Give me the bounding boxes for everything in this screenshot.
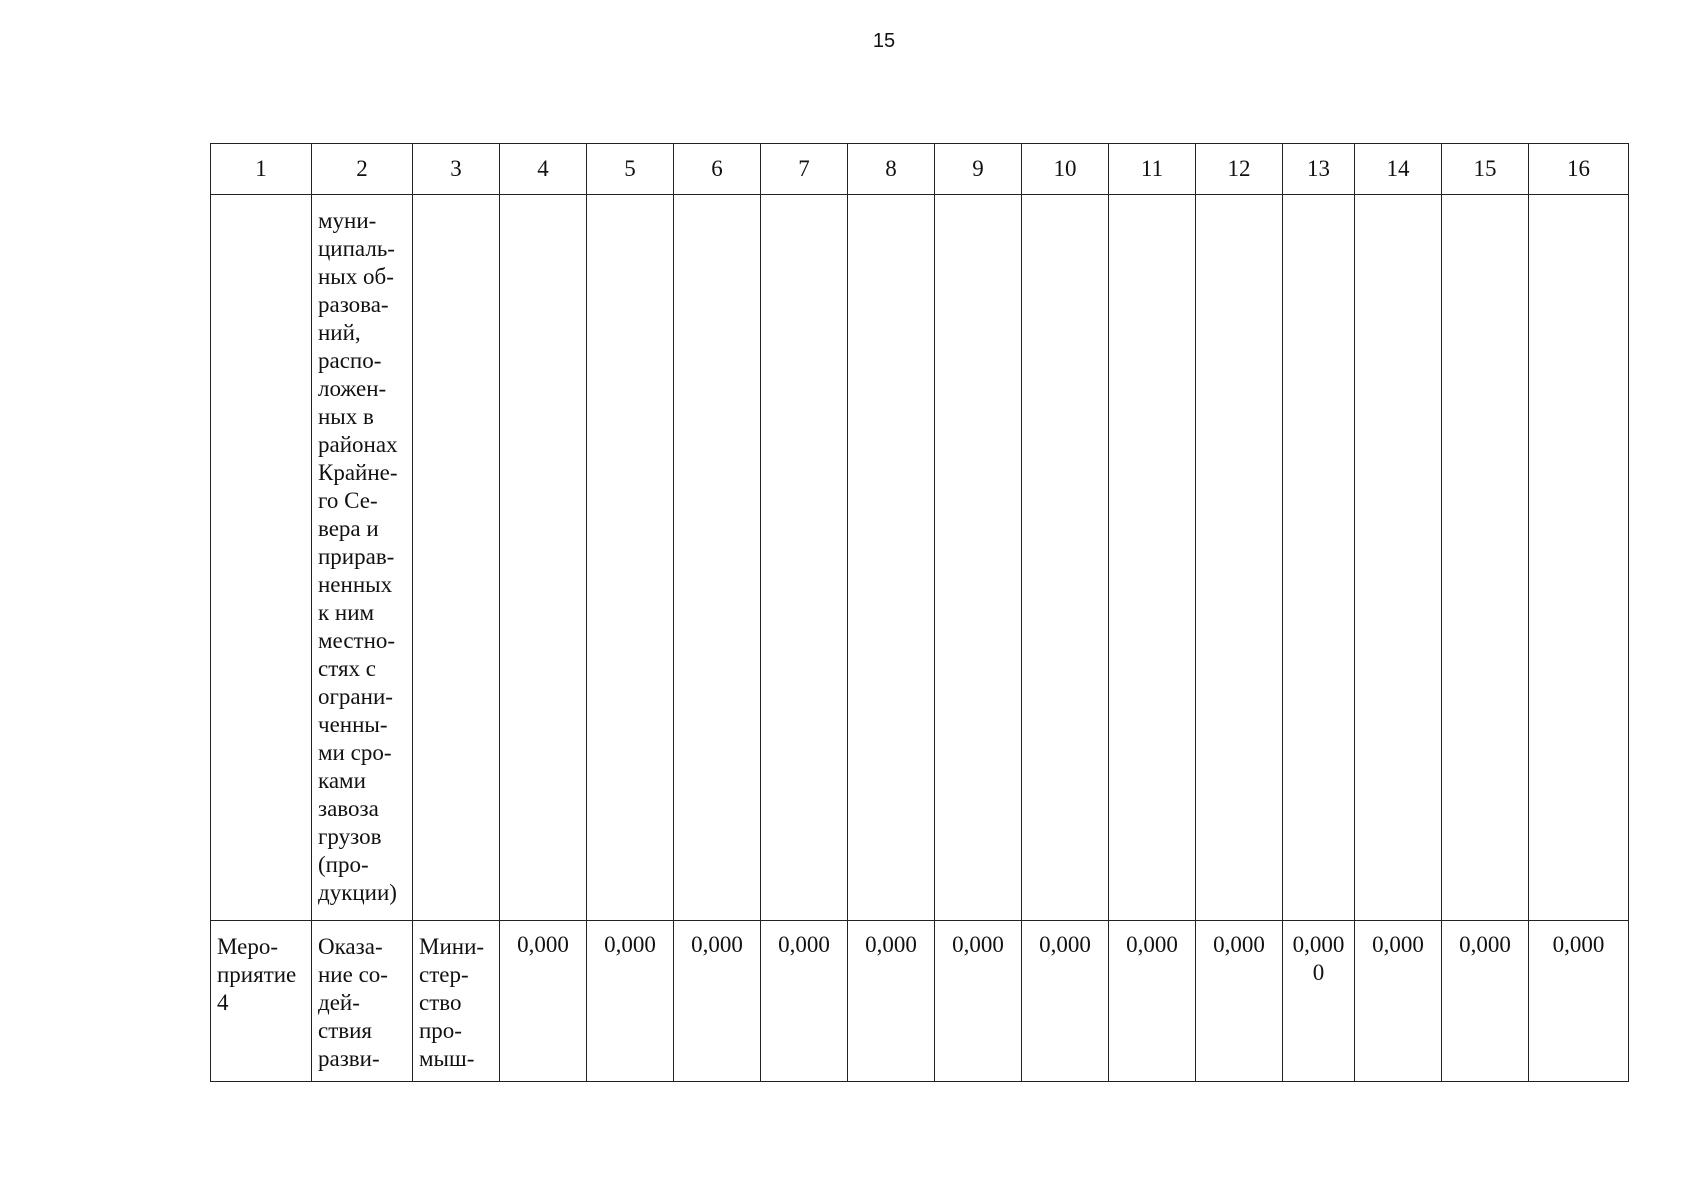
empty-cell [935, 195, 1022, 921]
empty-cell [674, 195, 761, 921]
empty-cell [848, 195, 935, 921]
value-cell [1196, 921, 1283, 1082]
column-number: 11 [1109, 144, 1196, 195]
empty-cell [1529, 195, 1629, 921]
value-text: 0,000 [1459, 932, 1511, 957]
column-number: 8 [848, 144, 935, 195]
value-cell [1442, 921, 1529, 1082]
empty-cell [1355, 195, 1442, 921]
column-number: 16 [1529, 144, 1629, 195]
page-number: 15 [872, 30, 896, 52]
value-text: 0,000 [1126, 932, 1178, 957]
value-text: 0,000 [1372, 932, 1424, 957]
value-cell [1355, 921, 1442, 1082]
empty-cell [413, 195, 500, 921]
value-cell [587, 921, 674, 1082]
empty-cell [1442, 195, 1529, 921]
column-number: 10 [1022, 144, 1109, 195]
empty-cell [761, 195, 848, 921]
value-cell [1283, 921, 1355, 1082]
empty-cell [211, 195, 312, 921]
description-text: муни- ципаль- ных об- разова- ний, распо- ложен- ных в районах Крайне- го Се- вера и прирав- ненных к ним местно- стях с ограни- ченны- ми сро- ками завоза грузов (про- дукции) [318, 208, 398, 905]
value-text: 0,000 [1039, 932, 1091, 957]
empty-cell [587, 195, 674, 921]
value-text: 0,000 [1552, 932, 1605, 957]
table-row [211, 195, 1629, 921]
column-number: 1 [211, 144, 312, 195]
value-text: 0,000 [865, 932, 917, 957]
value-cell [1109, 921, 1196, 1082]
column-number: 14 [1355, 144, 1442, 195]
column-number: 4 [500, 144, 587, 195]
value-cell [500, 921, 587, 1082]
empty-cell [1283, 195, 1355, 921]
value-text: 0,000 [1213, 932, 1265, 957]
value-text: 0,000 [691, 932, 743, 957]
value-cell [1022, 921, 1109, 1082]
measure-label-cell [211, 921, 312, 1082]
empty-cell [1196, 195, 1283, 921]
column-number: 13 [1283, 144, 1355, 195]
value-text: 0,000 [604, 932, 656, 957]
empty-cell [1022, 195, 1109, 921]
description-cell [312, 195, 413, 921]
description-cell [312, 921, 413, 1082]
column-number: 7 [761, 144, 848, 195]
measure-label: Меро- приятие 4 [217, 934, 297, 1015]
data-table [210, 143, 1629, 1082]
column-number: 2 [312, 144, 413, 195]
value-cell [848, 921, 935, 1082]
table-row [211, 921, 1629, 1082]
responsible-cell [413, 921, 500, 1082]
empty-cell [500, 195, 587, 921]
value-text: 0,000 [952, 932, 1004, 957]
description-text: Оказа- ние со- дей- ствия разви- [318, 934, 388, 1071]
column-number: 15 [1442, 144, 1529, 195]
value-text: 0,000 0 [1292, 932, 1345, 985]
value-cell [674, 921, 761, 1082]
column-number: 12 [1196, 144, 1283, 195]
value-text: 0,000 [778, 932, 830, 957]
value-cell [1529, 921, 1629, 1082]
table-header-row [211, 144, 1629, 195]
column-number: 5 [587, 144, 674, 195]
value-cell [761, 921, 848, 1082]
responsible-text: Мини- стер- ство про- мыш- [419, 934, 485, 1071]
column-number: 6 [674, 144, 761, 195]
empty-cell [1109, 195, 1196, 921]
value-text: 0,000 [517, 932, 569, 957]
column-number: 3 [413, 144, 500, 195]
value-cell [935, 921, 1022, 1082]
column-number: 9 [935, 144, 1022, 195]
